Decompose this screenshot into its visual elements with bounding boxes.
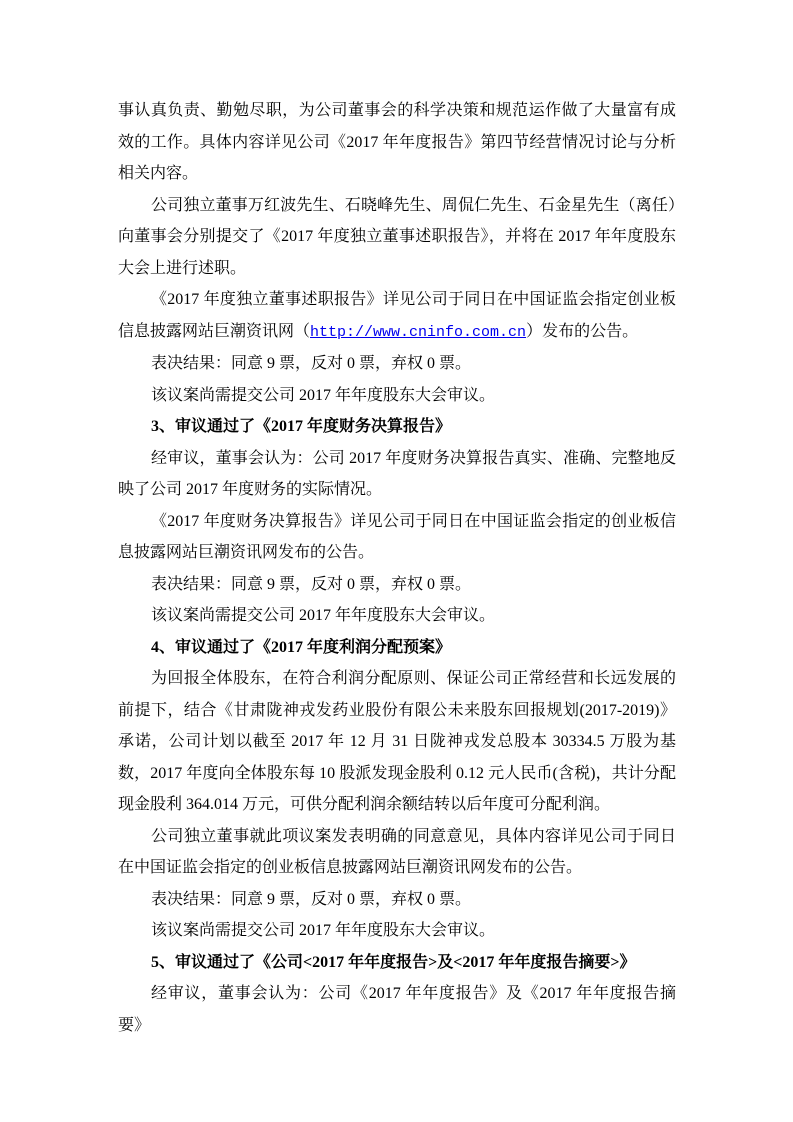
paragraph-submit-to-shareholders: 该议案尚需提交公司 2017 年年度股东大会审议。 [151,607,496,624]
paragraph-vote-result: 表决结果：同意 9 票，反对 0 票，弃权 0 票。 [151,575,472,593]
document-content [118,95,676,1041]
paragraph-financial-report-disclosure: 《2017 年度财务决算报告》详见公司于同日在中国证监会指定的创业板信息披露网站巨潮资讯网发布的公告。 [118,512,676,561]
paragraph-text-before-link: 《2017 年度独立董事述职报告》详见公司于同日在中国证监会指定创业板信息披露网站巨潮资讯网（ [118,291,676,340]
paragraph-annual-report-opinion: 经审议，董事会认为：公司《2017 年年度报告》及《2017 年年度报告摘要》 [118,985,676,1034]
section-heading-4: 4、审议通过了《2017 年度利润分配预案》 [151,638,452,656]
paragraph-profit-distribution-plan: 为回报全体股东，在符合利润分配原则、保证公司正常经营和长远发展的前提下，结合《甘肃陇神戎发药业股份有限公未来股东回报规划(2017-2019)》承诺，公司计划以截至 2017 年 12 月 31 日陇神戎发总股本 30334.5 万股为基数，2017 年度向全体股东每 10 股派发现金股利 0.12 元人民币(含税)，共计分配现金股利 364.014 万元，可供分配利润余额结转以后年度可分配利润。 [118,670,676,813]
cninfo-website-link[interactable]: http://www.cninfo.com.cn [310,323,527,341]
paragraph-continuation: 事认真负责、勤勉尽职，为公司董事会的科学决策和规范运作做了大量富有成效的工作。具体内容详见公司《2017 年年度报告》第四节经营情况讨论与分析相关内容。 [118,102,676,182]
paragraph-text-after-link: ）发布的公告。 [526,322,639,340]
paragraph-independent-directors-opinion: 公司独立董事就此项议案发表明确的同意意见，具体内容详见公司于同日在中国证监会指定的创业板信息披露网站巨潮资讯网发布的公告。 [118,827,676,876]
paragraph-vote-result: 表决结果：同意 9 票，反对 0 票，弃权 0 票。 [151,890,472,908]
section-heading-5: 5、审议通过了《公司<2017 年年度报告>及<2017 年年度报告摘要>》 [151,953,636,971]
paragraph-vote-result: 表决结果：同意 9 票，反对 0 票，弃权 0 票。 [151,355,472,372]
paragraph-report-link [118,284,676,348]
section-heading-3: 3、审议通过了《2017 年度财务决算报告》 [151,418,452,435]
paragraph-independent-directors: 公司独立董事万红波先生、石晓峰先生、周侃仁先生、石金星先生（离任）向董事会分别提交了《2017 年度独立董事述职报告》，并将在 2017 年年度股东大会上进行述职。 [118,196,676,277]
paragraph-submit-to-shareholders: 该议案尚需提交公司 2017 年年度股东大会审议。 [151,922,496,939]
paragraph-financial-report-opinion: 经审议，董事会认为：公司 2017 年度财务决算报告真实、准确、完整地反映了公司 2017 年度财务的实际情况。 [118,449,676,498]
paragraph-submit-to-shareholders: 该议案尚需提交公司 2017 年年度股东大会审议。 [151,386,496,404]
